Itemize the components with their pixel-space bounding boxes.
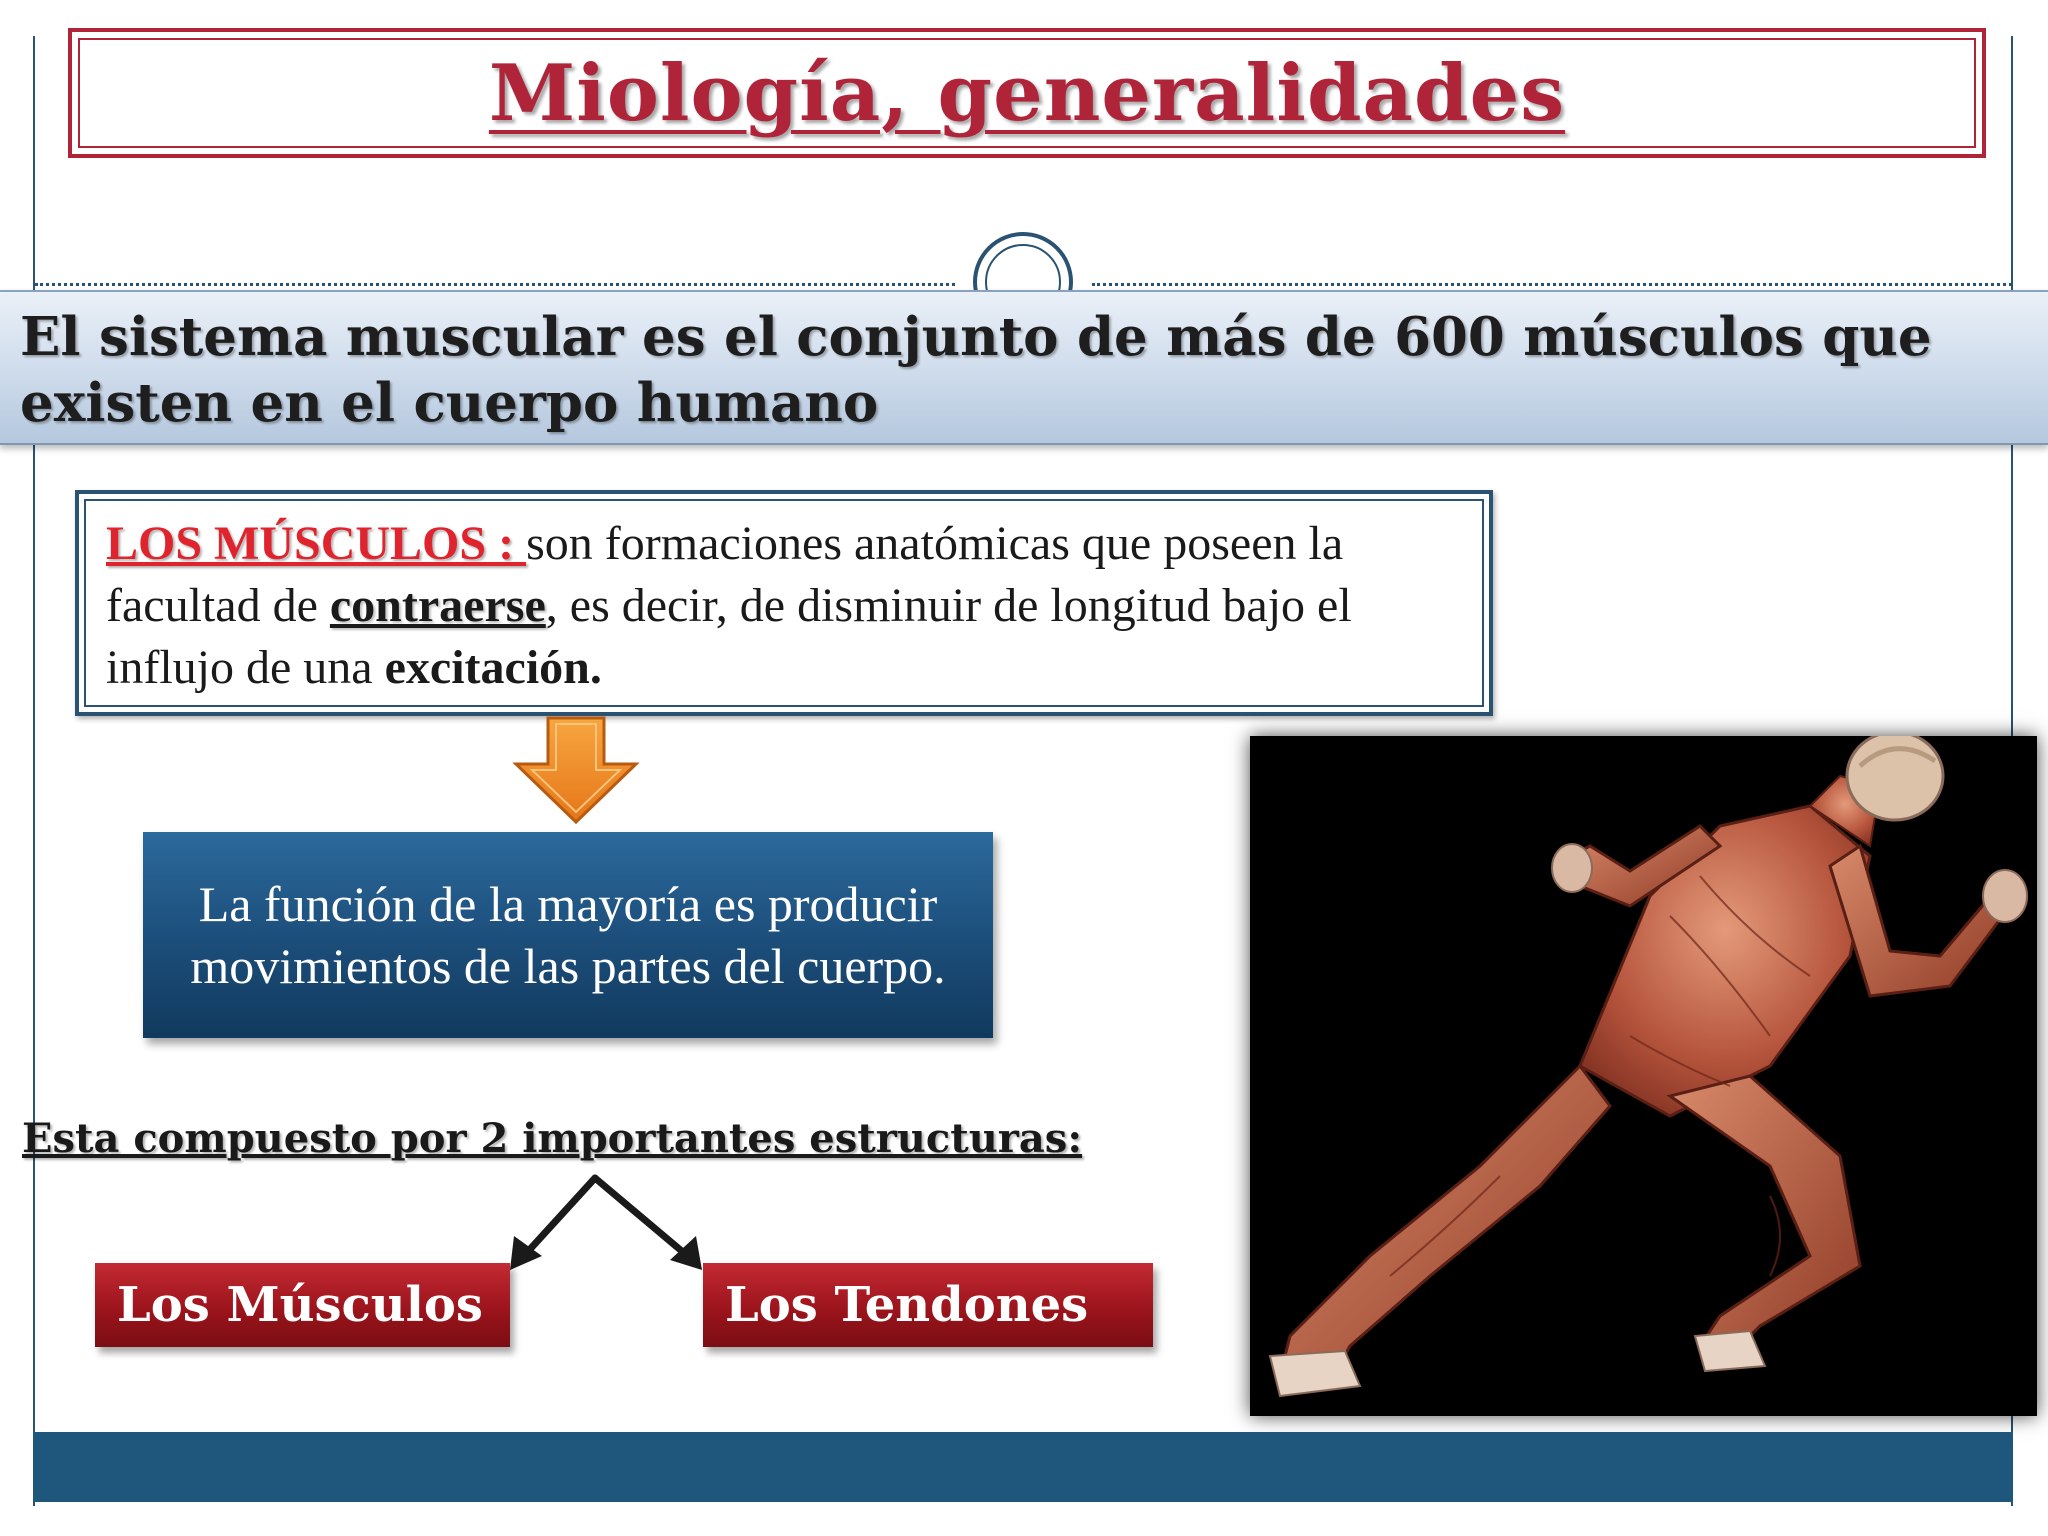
definition-heading: LOS MÚSCULOS : [106,517,527,570]
intro-banner [0,290,2048,445]
slide-title: Miología, generalidades [488,47,1566,139]
definition-text-1: son formaciones anatómicas que poseen la facultad de [106,517,1344,632]
intro-banner-text: El sistema muscular es el conjunto de más de 600 músculos que existen en el cuerpo humano [20,306,1932,434]
title-box-inner [78,38,1976,148]
slide-frame-left [33,36,35,1506]
definition-term-contraerse: contraerse [329,579,546,632]
footer-bar [33,1432,2013,1502]
definition-term-excitacion: excitación. [384,641,602,694]
runner-figure [1250,736,2037,1416]
definition-box [75,490,1493,716]
structure-chip-musculos: Los Músculos [95,1263,510,1347]
function-box-text: La función de la mayoría es producir movimientos de las partes del cuerpo. [190,876,946,994]
function-box [143,832,993,1038]
structure-chip-tendones: Los Tendones [703,1263,1153,1347]
dotted-divider-right [1092,283,2012,286]
fork-arrows-icon [500,1170,720,1275]
title-box [68,28,1986,158]
structures-label: Esta compuesto por 2 importantes estructuras: [22,1115,1083,1162]
dotted-divider-left [35,283,955,286]
definition-text-2: , es decir, de disminuir de longitud bajo el influjo de una [106,579,1352,694]
down-arrow-icon [512,716,640,826]
definition-text [84,499,1484,707]
muscular-runner-illustration [1250,736,2037,1416]
